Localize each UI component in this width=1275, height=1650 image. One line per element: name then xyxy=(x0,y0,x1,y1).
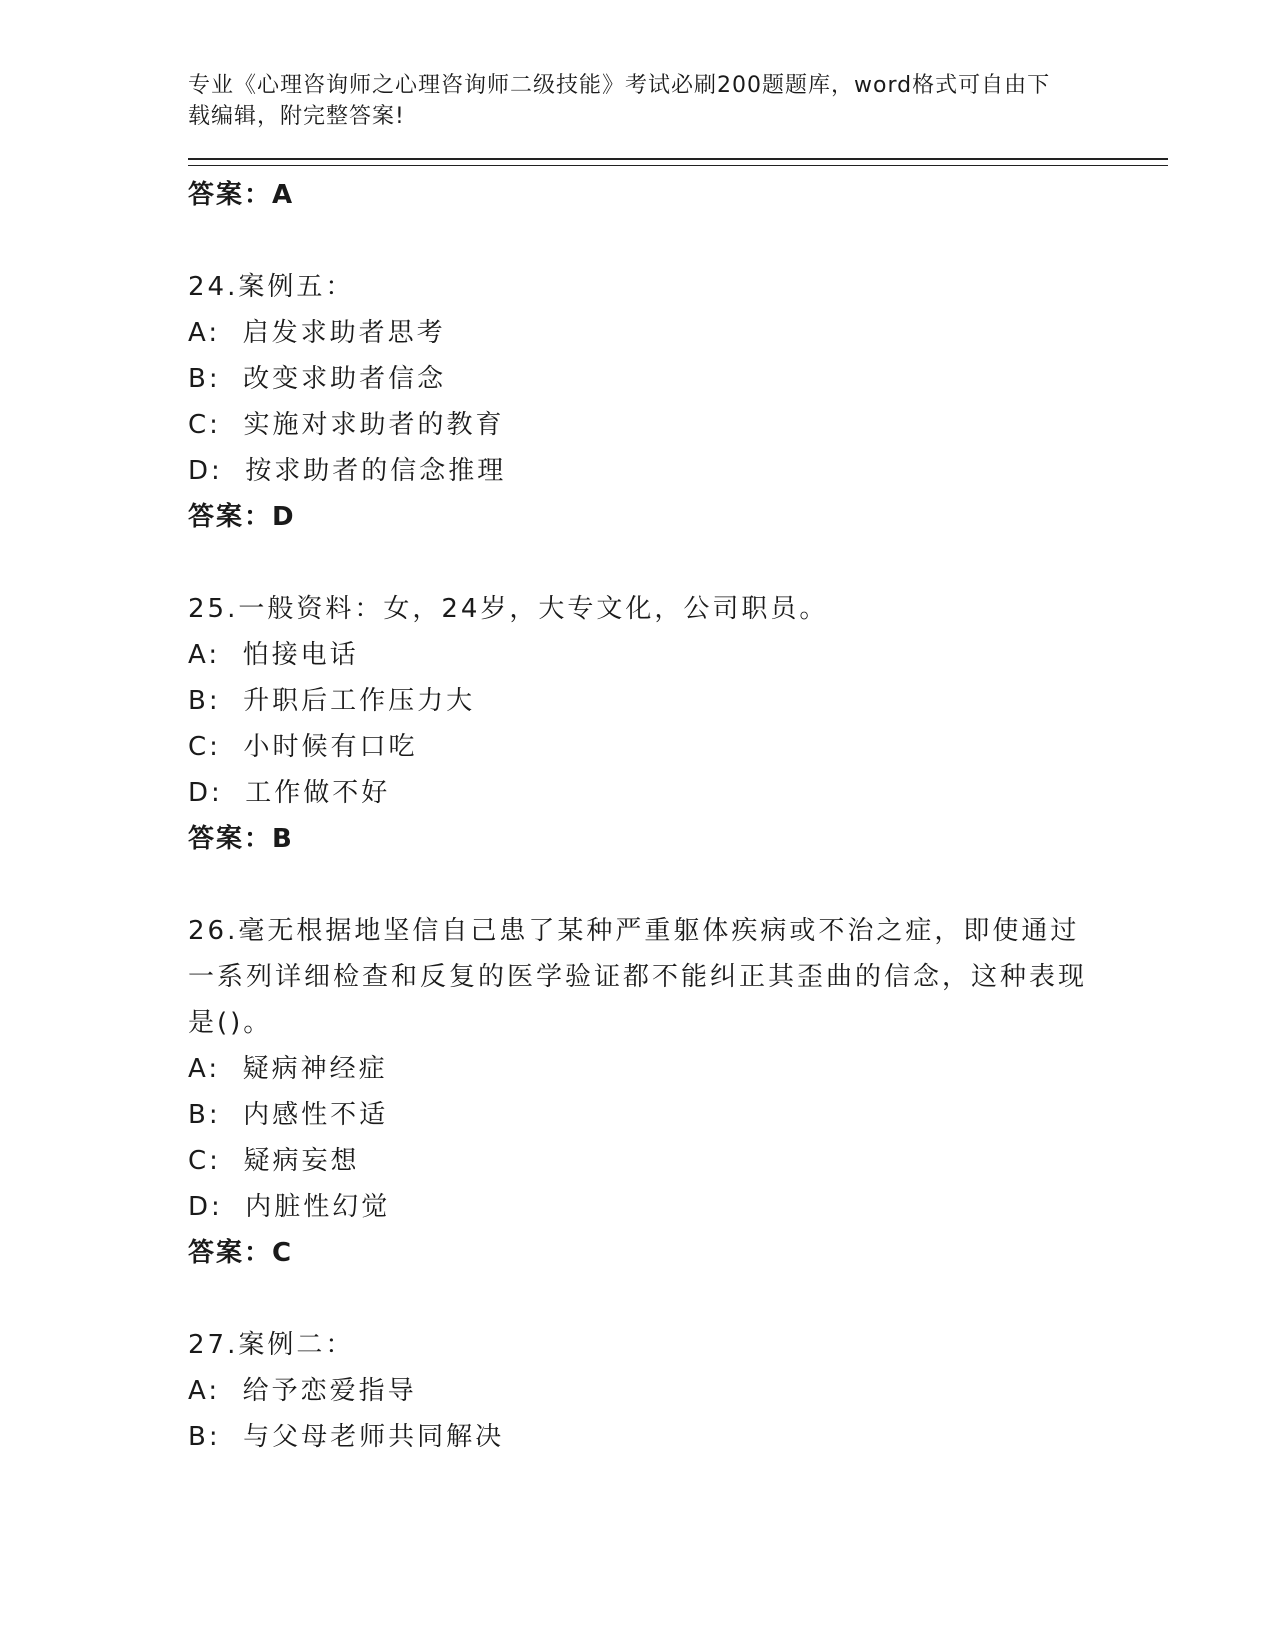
option-d: D: 内脏性幻觉 xyxy=(188,1192,391,1222)
option-a: A: 给予恋爱指导 xyxy=(188,1376,417,1406)
option-b: B: 与父母老师共同解决 xyxy=(188,1422,505,1452)
option-b: B: 升职后工作压力大 xyxy=(188,686,476,716)
spacer xyxy=(188,862,1168,908)
spacer xyxy=(188,1276,1168,1322)
question-26 xyxy=(188,908,1168,1276)
question-stem: 25.一般资料：女，24岁，大专文化，公司职员。 xyxy=(188,594,829,624)
option-a: A: 怕接电话 xyxy=(188,640,359,670)
question-27 xyxy=(188,1322,1168,1460)
option-b: B: 改变求助者信念 xyxy=(188,364,447,394)
document-page xyxy=(188,70,1168,1460)
question-stem: 26.毫无根据地坚信自己患了某种严重躯体疾病或不治之症，即使通过一系列详细检查和反复的医学验证都不能纠正其歪曲的信念，这种表现是()。 xyxy=(188,916,1088,1038)
answer: 答案：D xyxy=(188,502,296,532)
question-24 xyxy=(188,264,1168,540)
answer: 答案：C xyxy=(188,1238,294,1268)
question-25 xyxy=(188,586,1168,862)
option-c: C: 实施对求助者的教育 xyxy=(188,410,505,440)
question-stem: 27.案例二： xyxy=(188,1330,355,1360)
question-stem: 24.案例五： xyxy=(188,272,355,302)
header-divider xyxy=(188,158,1168,166)
option-a: A: 疑病神经症 xyxy=(188,1054,388,1084)
document-intro: 专业《心理咨询师之心理咨询师二级技能》考试必刷200题题库，word格式可自由下载编辑，附完整答案! xyxy=(188,73,1051,129)
prev-answer: 答案：A xyxy=(188,180,295,210)
answer: 答案：B xyxy=(188,824,294,854)
option-b: B: 内感性不适 xyxy=(188,1100,389,1130)
option-d: D: 按求助者的信念推理 xyxy=(188,456,507,486)
spacer xyxy=(188,218,1168,264)
option-d: D: 工作做不好 xyxy=(188,778,391,808)
option-c: C: 疑病妄想 xyxy=(188,1146,360,1176)
option-a: A: 启发求助者思考 xyxy=(188,318,446,348)
spacer xyxy=(188,540,1168,586)
option-c: C: 小时候有口吃 xyxy=(188,732,418,762)
